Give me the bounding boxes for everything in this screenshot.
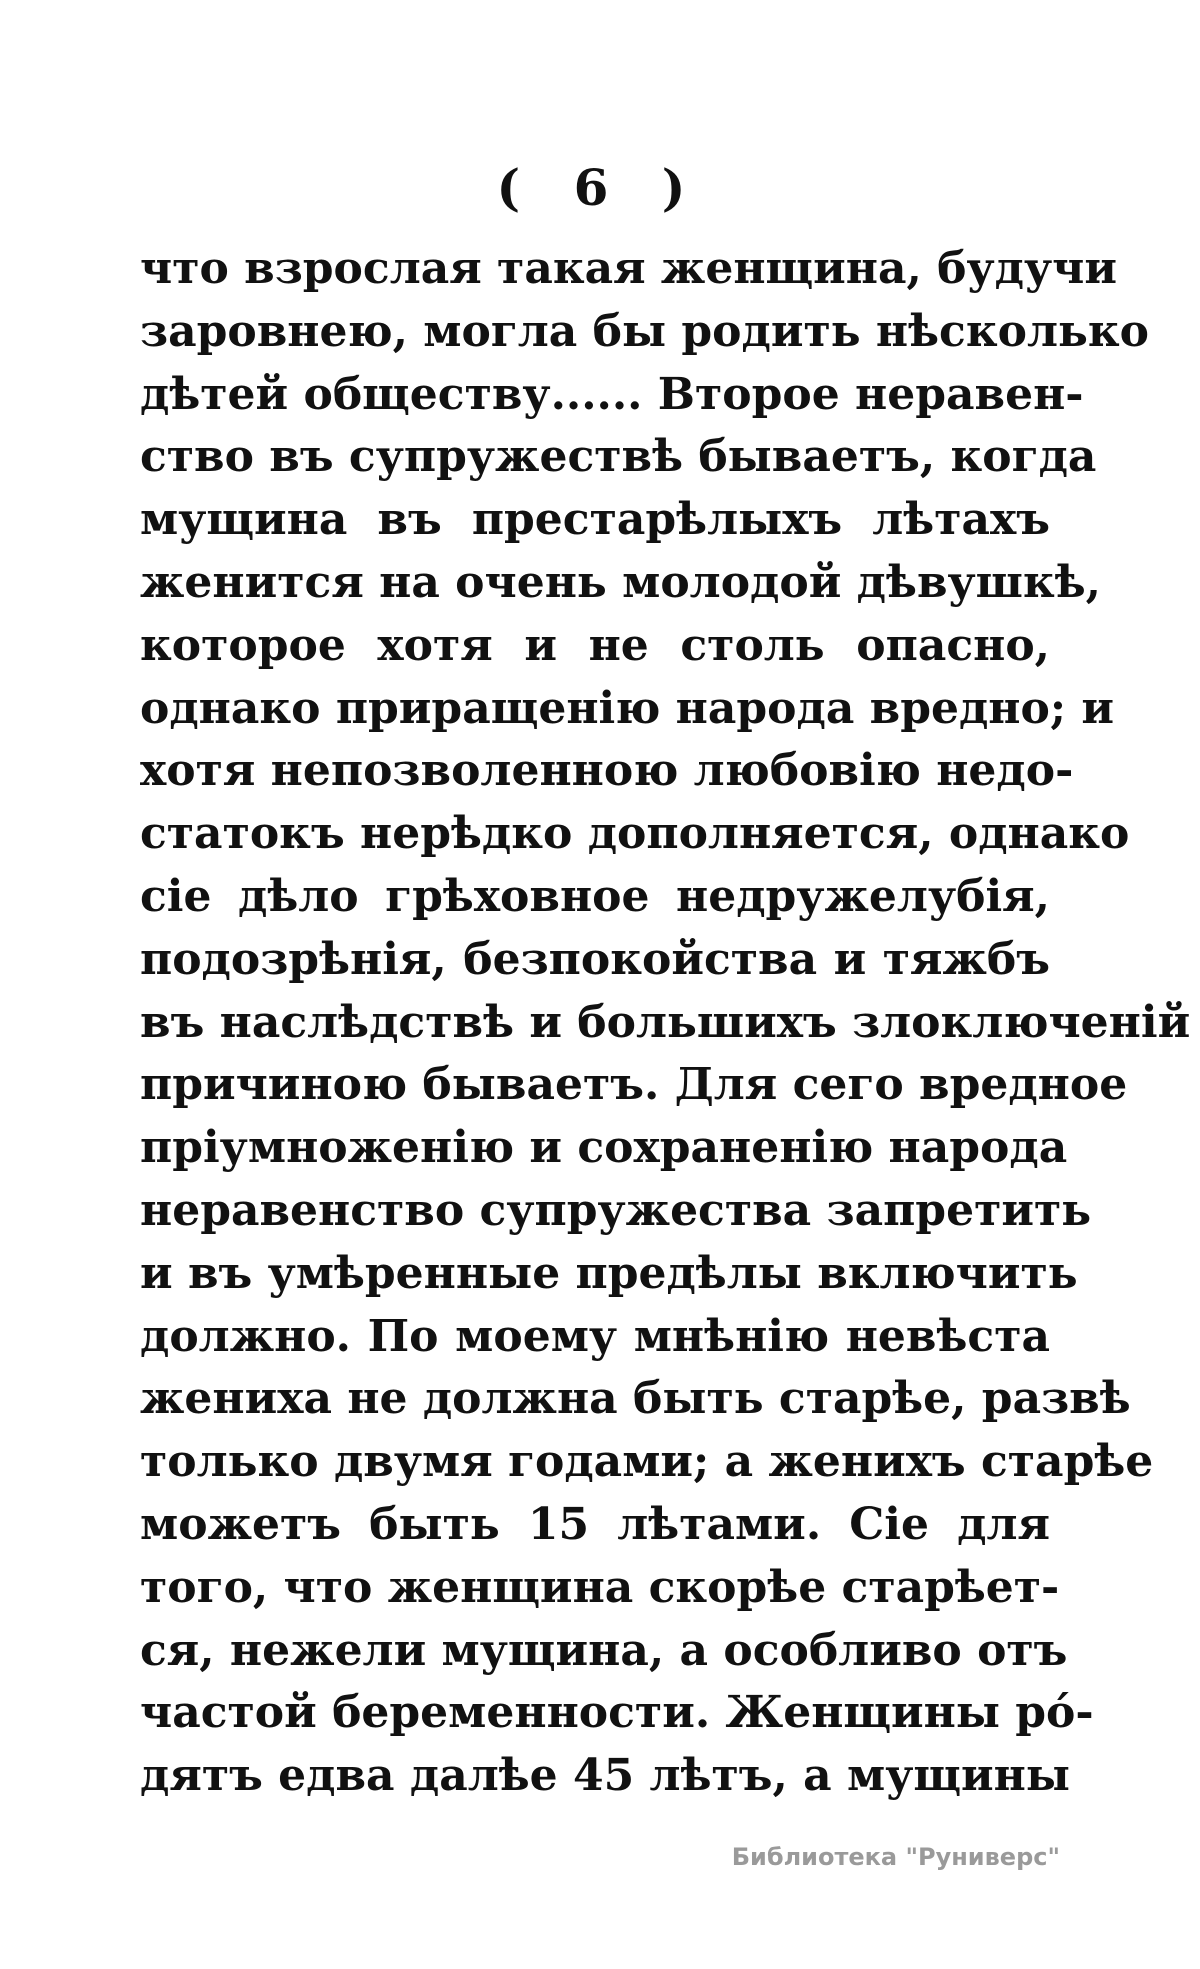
text-line: женится на очень молодой дѣвушкѣ, [140, 556, 1101, 608]
text-line: мущина въ престарѣлыхъ лѣтахъ [140, 494, 1050, 546]
text-line: сіе дѣло грѣховное недружелубія, [140, 870, 1050, 922]
text-line: хотя непозволенною любовію недо- [140, 745, 1074, 797]
page-number: ( 6 ) [496, 158, 704, 217]
text-line: того, что женщина скорѣе старѣет- [140, 1561, 1060, 1613]
text-line: дѣтей обществу...... Второе неравен- [140, 368, 1084, 420]
text-line: подозрѣнія, безпокойства и тяжбъ [140, 933, 1050, 985]
text-line: что взрослая такая женщина, будучи [140, 243, 1118, 294]
text-line: дятъ едва далѣе 45 лѣтъ, а мущины [140, 1750, 1070, 1802]
text-line: частой беременности. Женщины ро́- [140, 1687, 1094, 1739]
text-line: заровнею, могла бы родить нѣсколько [140, 305, 1149, 357]
text-line: пріумноженію и сохраненію народа [140, 1122, 1068, 1174]
body-text [140, 238, 1191, 1808]
text-line: должно. По моему мнѣнію невѣста [140, 1310, 1050, 1362]
text-line: однако приращенію народа вредно; и [140, 682, 1115, 734]
text-line: въ наслѣдствѣ и большихъ злоключеній [140, 996, 1191, 1048]
text-line: ся, нежели мущина, а особливо отъ [140, 1624, 1068, 1676]
text-line: причиною бываетъ. Для сего вредное [140, 1059, 1128, 1111]
text-line: можетъ быть 15 лѣтами. Сіе для [140, 1498, 1050, 1550]
text-line: неравенство супружества запретить [140, 1184, 1092, 1236]
text-line: статокъ нерѣдко дополняется, однако [140, 808, 1130, 860]
text-line: и въ умѣренные предѣлы включить [140, 1247, 1078, 1299]
text-line: только двумя годами; а женихъ старѣе [140, 1436, 1154, 1488]
text-line: жениха не должна быть старѣе, развѣ [140, 1373, 1131, 1425]
library-watermark: Библиотека "Руниверс" [731, 1843, 1060, 1871]
text-line: которое хотя и не столь опасно, [140, 619, 1050, 671]
text-line: ство въ супружествѣ бываетъ, когда [140, 431, 1097, 483]
